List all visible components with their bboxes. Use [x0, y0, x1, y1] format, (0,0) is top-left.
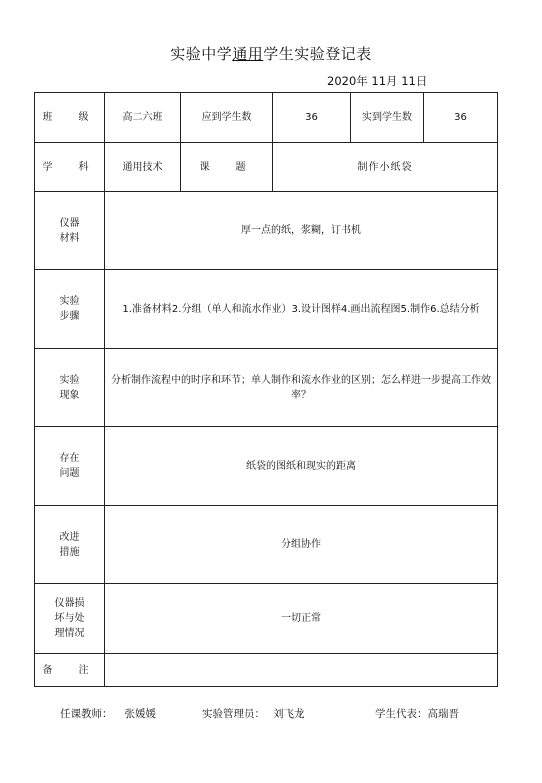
teacher-signature: [60, 706, 156, 721]
title-school: 实验中学: [170, 45, 233, 63]
improvement-row: [35, 506, 498, 584]
materials-value: 厚一点的纸，浆糊，订书机: [105, 192, 498, 270]
class-info-row: [35, 93, 498, 143]
steps-label-line2: 步骤: [59, 311, 80, 322]
remarks-label: 备 注: [35, 654, 105, 687]
steps-label-line1: 实验: [59, 296, 80, 307]
steps-value: 1.准备材料2.分组（单人和流水作业）3.设计图样4.画出流程图5.制作6.总结分析: [105, 270, 498, 349]
teacher-label: 任课教师：: [60, 708, 113, 720]
equipment-damage-label-line1: 仪器损: [54, 598, 85, 609]
expected-students-value: 36: [273, 93, 351, 143]
problems-label: [35, 427, 105, 506]
lab-manager-signature: [202, 706, 305, 721]
class-value: 高二六班: [105, 93, 181, 143]
problems-row: [35, 427, 498, 506]
steps-label: [35, 270, 105, 349]
lab-manager-name: 刘飞龙: [273, 708, 305, 720]
problems-label-line1: 存在: [59, 453, 80, 464]
materials-row: [35, 192, 498, 270]
equipment-damage-label: [35, 584, 105, 654]
page-title: [0, 43, 542, 64]
class-label: 班 级: [35, 93, 105, 143]
expected-students-label: 应到学生数: [181, 93, 273, 143]
subject-row: [35, 143, 498, 192]
materials-label-line2: 材料: [59, 232, 80, 244]
experiment-registration-table: [34, 92, 498, 687]
materials-label: [35, 192, 105, 270]
phenomena-label-line1: 实验: [59, 374, 80, 386]
improvement-label: [35, 506, 105, 584]
actual-students-value: 36: [424, 93, 498, 143]
phenomena-value: 分析制作流程中的时序和环节；单人制作和流水作业的区别；怎么样进一步提高工作效率？: [105, 349, 498, 427]
topic-label: 课 题: [181, 143, 273, 192]
title-subject-underlined: 通用: [232, 45, 264, 63]
subject-label: 学 科: [35, 143, 105, 192]
remarks-row: [35, 654, 498, 687]
equipment-damage-label-line2: 坏与处: [54, 613, 85, 624]
title-form-name: 学生实验登记表: [263, 45, 372, 63]
problems-label-line2: 问题: [59, 468, 80, 479]
equipment-damage-row: [35, 584, 498, 654]
topic-value: 制作小纸袋: [273, 143, 498, 192]
student-rep-name: 高瑞晋: [427, 708, 459, 720]
equipment-damage-label-line3: 理情况: [54, 628, 85, 639]
actual-students-label: 实到学生数: [351, 93, 424, 143]
improvement-label-line2: 措施: [59, 546, 80, 558]
problems-value: 纸袋的图纸和现实的距离: [105, 427, 498, 506]
phenomena-label: [35, 349, 105, 427]
steps-row: [35, 270, 498, 349]
improvement-label-line1: 改进: [59, 531, 80, 543]
teacher-name: 张媛媛: [124, 708, 156, 720]
improvement-value: 分组协作: [105, 506, 498, 584]
equipment-damage-value: 一切正常: [105, 584, 498, 654]
phenomena-row: [35, 349, 498, 427]
form-date: 2020年 11月 11日: [327, 74, 428, 88]
student-rep-label: 学生代表：: [375, 708, 428, 720]
student-rep-signature: [375, 706, 459, 721]
subject-value: 通用技术: [105, 143, 181, 192]
phenomena-label-line2: 现象: [59, 389, 80, 401]
lab-manager-label: 实验管理员：: [202, 708, 265, 720]
remarks-value: [105, 654, 498, 687]
materials-label-line1: 仪器: [59, 217, 80, 229]
